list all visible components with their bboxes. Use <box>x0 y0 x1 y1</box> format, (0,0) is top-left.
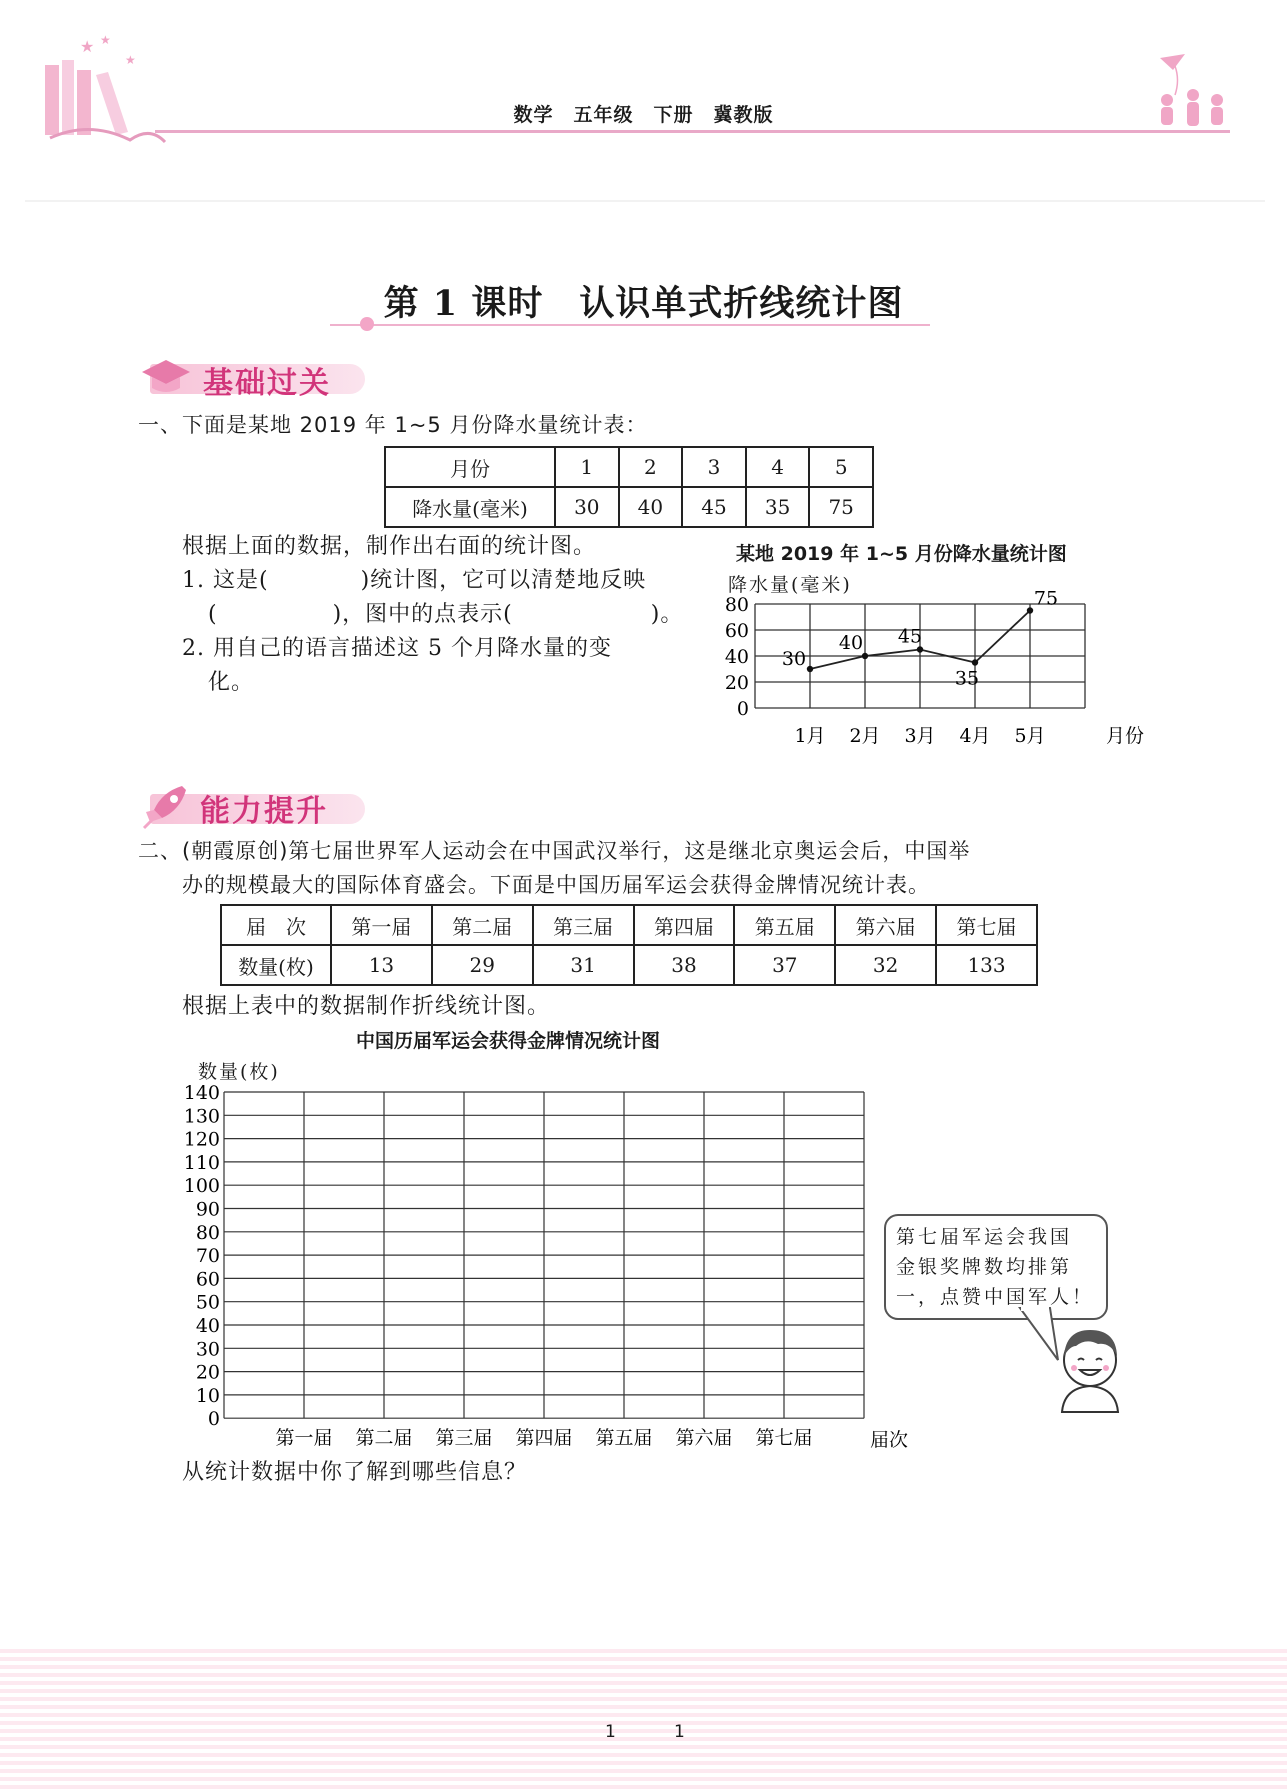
q1-prompt: 一、下面是某地 2019 年 1~5 月份降水量统计表： <box>138 413 648 437</box>
x-tick-label: 3月 <box>904 725 936 747</box>
table-cell: 降水量(毫米) <box>385 487 555 527</box>
x-axis-label: 届次 <box>869 1429 909 1452</box>
chart1-plot <box>720 587 1145 747</box>
table-cell: 35 <box>746 487 810 527</box>
data-label: 75 <box>1033 587 1059 610</box>
svg-text:★: ★ <box>125 53 136 67</box>
x-tick-label: 第三届 <box>435 1427 493 1450</box>
y-tick-label: 90 <box>195 1198 220 1221</box>
x-tick-label: 2月 <box>849 725 881 747</box>
q2-instruction: 根据上表中的数据制作折线统计图。 <box>182 994 551 1019</box>
header-shadow <box>25 200 1265 202</box>
y-tick-label: 40 <box>195 1315 220 1337</box>
table-cell: 75 <box>809 487 873 527</box>
lesson-title-underline <box>330 324 930 326</box>
table-cell: 第一届 <box>331 905 432 945</box>
y-tick-label: 70 <box>195 1245 220 1268</box>
svg-text:★: ★ <box>80 37 95 56</box>
lesson-title: 第 1 课时 认识单式折线统计图 <box>383 283 904 324</box>
graduation-cap-icon <box>140 356 192 400</box>
table-cell: 届 次 <box>221 905 331 945</box>
table-cell: 2 <box>619 447 683 487</box>
chart2-title: 中国历届军运会获得金牌情况统计图 <box>356 1030 661 1052</box>
data-label: 35 <box>954 667 980 690</box>
y-tick-label: 60 <box>195 1268 220 1291</box>
table-cell: 5 <box>809 447 873 487</box>
books-decoration-icon <box>30 30 170 150</box>
y-tick-label: 0 <box>736 698 749 720</box>
q2-question: 从统计数据中你了解到哪些信息？ <box>182 1460 528 1485</box>
table-cell: 第四届 <box>634 905 735 945</box>
table-cell: 31 <box>533 945 634 985</box>
table-cell: 38 <box>634 945 735 985</box>
page-number-right: 1 <box>674 1722 685 1742</box>
x-tick-label: 第一届 <box>275 1427 333 1450</box>
q1-instruction: 根据上面的数据，制作出右面的统计图。 <box>182 534 597 559</box>
table-cell: 数量(枚) <box>221 945 331 985</box>
x-tick-label: 第五届 <box>595 1427 653 1450</box>
q2-line2: 办的规模最大的国际体育盛会。下面是中国历届军运会获得金牌情况统计表。 <box>182 873 930 897</box>
boy-cartoon-icon <box>1040 1316 1140 1416</box>
y-tick-label: 60 <box>724 620 749 642</box>
bubble-line-1: 第七届军运会我国 <box>896 1226 1073 1248</box>
q1-sub2-line2: 化。 <box>208 670 255 695</box>
section1-label: 基础过关 <box>203 366 331 401</box>
table-cell: 3 <box>682 447 746 487</box>
footer-stripes <box>0 1648 1287 1789</box>
y-tick-label: 40 <box>724 646 749 668</box>
speech-bubble <box>884 1214 1108 1320</box>
header-title: 数学 五年级 下册 冀教版 <box>513 104 774 126</box>
q1-sub1-line1: 1. 这是( )统计图，它可以清楚地反映 <box>182 568 647 593</box>
x-tick-label: 第四届 <box>515 1427 573 1450</box>
table-row <box>221 945 1037 985</box>
lesson-title-dot <box>360 317 374 331</box>
table-cell: 第三届 <box>533 905 634 945</box>
y-tick-label: 50 <box>195 1291 220 1314</box>
table-cell: 32 <box>835 945 936 985</box>
section2-label: 能力提升 <box>200 794 328 829</box>
y-tick-label: 20 <box>195 1361 220 1384</box>
y-tick-label: 0 <box>207 1408 220 1431</box>
y-tick-label: 140 <box>183 1082 220 1104</box>
page-number-left: 1 <box>605 1722 616 1742</box>
x-tick-label: 5月 <box>1014 725 1046 747</box>
y-tick-label: 130 <box>183 1105 220 1128</box>
bubble-line-3: 一，点赞中国军人！ <box>896 1286 1095 1308</box>
table-cell: 1 <box>555 447 619 487</box>
table-cell: 第七届 <box>936 905 1037 945</box>
chart1-ylabel: 降水量(毫米) <box>728 574 852 596</box>
x-tick-label: 第六届 <box>675 1427 733 1450</box>
y-tick-label: 30 <box>195 1338 220 1361</box>
chart2-plot <box>180 1080 909 1452</box>
table-row <box>385 487 873 527</box>
table-cell: 第五届 <box>734 905 835 945</box>
chart1-title: 某地 2019 年 1~5 月份降水量统计图 <box>736 543 1067 565</box>
q2-line1: 二、(朝霞原创)第七届世界军人运动会在中国武汉举行，这是继北京奥运会后，中国举 <box>138 839 971 863</box>
table-cell: 40 <box>619 487 683 527</box>
data-label: 40 <box>838 632 864 654</box>
x-tick-label: 第七届 <box>755 1427 813 1450</box>
q1-table <box>384 446 874 528</box>
chart2-ylabel: 数量(枚) <box>198 1061 280 1083</box>
table-cell: 4 <box>746 447 810 487</box>
table-cell: 45 <box>682 487 746 527</box>
table-cell: 133 <box>936 945 1037 985</box>
data-label: 45 <box>897 625 923 648</box>
x-axis-label: 月份 <box>1105 725 1145 747</box>
table-row <box>385 447 873 487</box>
table-cell: 13 <box>331 945 432 985</box>
data-label: 30 <box>781 648 807 670</box>
x-tick-label: 1月 <box>794 725 826 747</box>
y-tick-label: 20 <box>724 672 749 694</box>
table-cell: 37 <box>734 945 835 985</box>
rocket-icon <box>140 782 190 830</box>
table-cell: 29 <box>432 945 533 985</box>
header-divider <box>155 130 1230 133</box>
y-tick-label: 10 <box>195 1384 220 1407</box>
table-cell: 第六届 <box>835 905 936 945</box>
bubble-line-2: 金银奖牌数均排第 <box>896 1256 1073 1278</box>
data-point <box>807 666 813 672</box>
y-tick-label: 100 <box>183 1175 220 1198</box>
y-tick-label: 80 <box>195 1221 220 1244</box>
data-point <box>972 659 978 665</box>
q1-sub1-line2: ( )，图中的点表示( )。 <box>208 602 684 627</box>
svg-text:★: ★ <box>100 33 111 47</box>
y-tick-label: 120 <box>183 1128 220 1151</box>
y-tick-label: 80 <box>724 594 749 616</box>
table-cell: 月份 <box>385 447 555 487</box>
table-row <box>221 905 1037 945</box>
q2-table <box>220 904 1038 986</box>
y-tick-label: 110 <box>183 1151 220 1174</box>
data-point <box>1027 607 1033 613</box>
x-tick-label: 4月 <box>959 725 991 747</box>
q1-sub2-line1: 2. 用自己的语言描述这 5 个月降水量的变 <box>182 636 612 661</box>
table-cell: 第二届 <box>432 905 533 945</box>
table-cell: 30 <box>555 487 619 527</box>
x-tick-label: 第二届 <box>355 1427 413 1450</box>
